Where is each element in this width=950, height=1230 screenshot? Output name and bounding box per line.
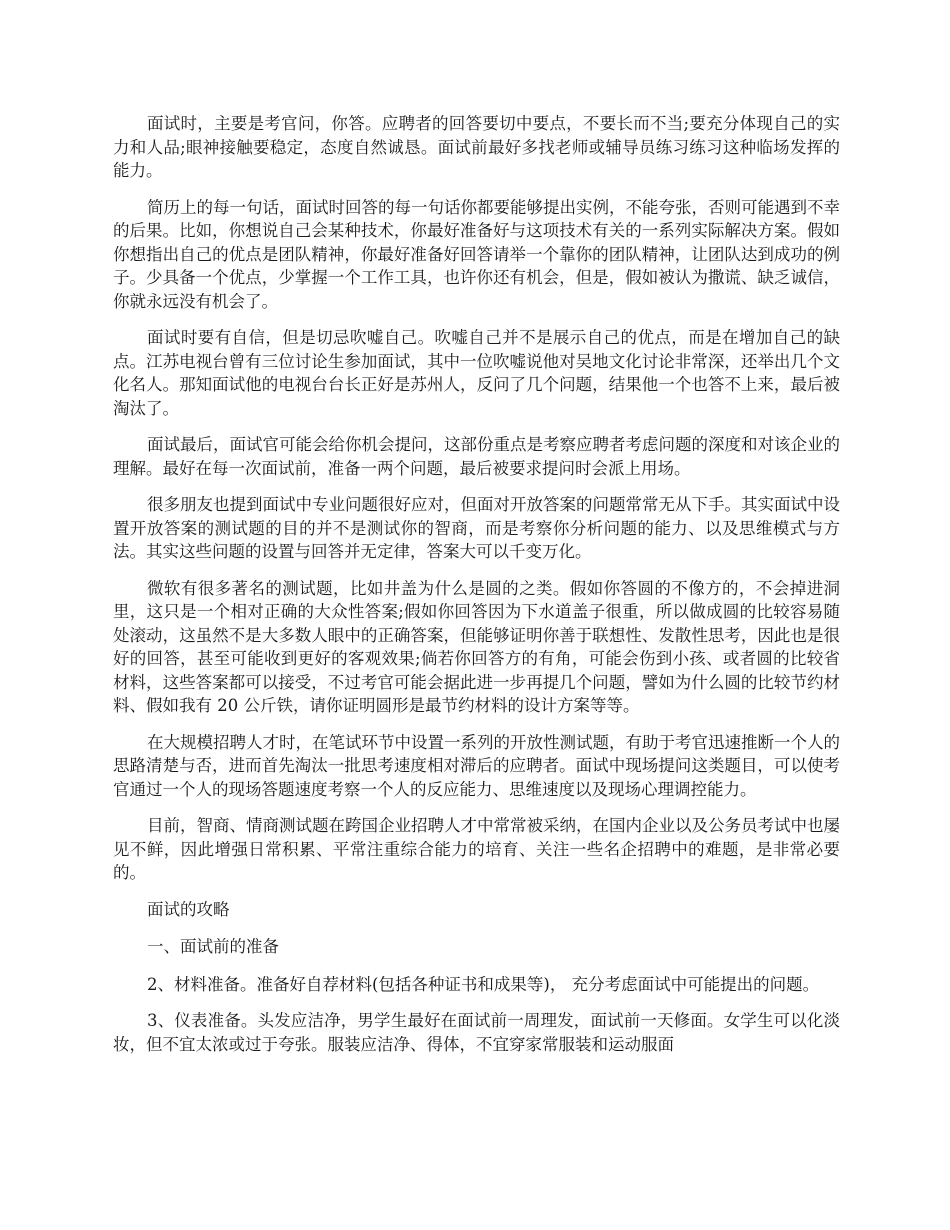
paragraph-resume-examples: 简历上的每一句话，面试时回答的每一句话你都要能够提出实例，不能夸张，否则可能遇到不幸的后果。比如，你想说自己会某种技术，你最好准备好与这项技术有关的一系列实际解决方案。假如你想指出自己的优点是团队精神，你最好准备好回答请举一个靠你的团队精神，让团队达到成功的例子。少具备一个优点，少掌握一个工作工具，也许你还有机会，但是，假如被认为撒谎、缺乏诚信，你就永远没有机会了。 (113, 197, 840, 311)
section-heading-preparation: 一、面试前的准备 (147, 937, 279, 956)
paragraph-asking-questions: 面试最后，面试官可能会给你机会提问，这部份重点是考察应聘者考虑问题的深度和对该企业的理解。最好在每一次面试前，准备一两个问题，最后被要求提问时会派上用场。 (113, 435, 840, 478)
paragraph-confidence: 面试时要有自信，但是切忌吹嘘自己。吹嘘自己并不是展示自己的优点，而是在增加自己的缺点。江苏电视台曾有三位讨论生参加面试，其中一位吹嘘说他对吴地文化讨论非常深，还举出几个文化名人。那知面试他的电视台台长正好是苏州人，反问了几个问题，结果他一个也答不上来，最后被淘汰了。 (113, 328, 840, 418)
section-heading-strategy: 面试的攻略 (147, 899, 230, 919)
paragraph-open-questions: 很多朋友也提到面试中专业问题很好应对，但面对开放答案的问题常常无从下手。其实面试中设置开放答案的测试题的目的并不是测试你的智商，而是考察你分析问题的能力、以及思维模式与方法。其实这些问题的设置与回答并无定律，答案大可以千变万化。 (113, 495, 840, 561)
document-body (113, 112, 840, 1069)
paragraph-large-scale-recruiting: 在大规模招聘人才时，在笔试环节中设置一系列的开放性测试题，有助于考官迅速推断一个人的思路清楚与否，进而首先淘汰一批思考速度相对滞后的应聘者。面试中现场提问这类题目，可以使考官通过一个人的现场答题速度考察一个人的反应能力、思维速度以及现场心理调控能力。 (113, 732, 840, 799)
paragraph-appearance-preparation: 3、仪表准备。头发应洁净，男学生最好在面试前一周理发，面试前一天修面。女学生可以化淡妆，但不宜太浓或过于夸张。服装应洁净、得体，不宜穿家常服装和运动服面 (113, 1011, 840, 1054)
paragraph-iq-eq-tests: 目前，智商、情商测试题在跨国企业招聘人才中常常被采纳，在国内企业以及公务员考试中也屡见不鲜，因此增强日常积累、平常注重综合能力的培育、关注一些名企招聘中的难题，是非常必要的。 (113, 816, 840, 882)
paragraph-materials-preparation: 2、材料准备。准备好自荐材料(包括各种证书和成果等)， 充分考虑面试中可能提出的问题。 (147, 974, 820, 994)
paragraph-microsoft-questions: 微软有很多著名的测试题，比如井盖为什么是圆的之类。假如你答圆的不像方的，不会掉进洞里，这只是一个相对正确的大众性答案;假如你回答因为下水道盖子很重，所以做成圆的比较容易随处滚动，这虽然不是大多数人眼中的正确答案，但能够证明你善于联想性、发散性思考，因此也是很好的回答，甚至可能收到更好的客观效果;倘若你回答方的有角，可能会伤到小孩、或者圆的比较省材料，这些答案都可以接受，不过考官可能会据此进一步再提几个问题，譬如为什么圆的比较节约材料、假如我有 20 公斤铁，请你证明圆形是最节约材料的设计方案等等。 (113, 578, 840, 715)
paragraph-interview-answering: 面试时，主要是考官问，你答。应聘者的回答要切中要点，不要长而不当;要充分体现自己的实力和人品;眼神接触要稳定，态度自然诚恳。面试前最好多找老师或辅导员练习练习这种临场发挥的能力。 (113, 114, 840, 180)
